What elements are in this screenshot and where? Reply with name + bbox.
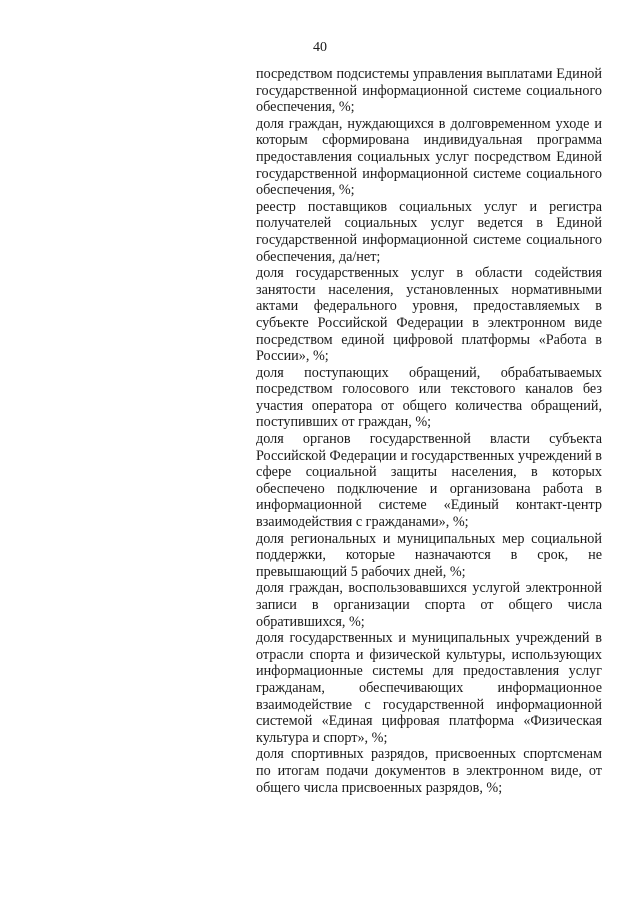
paragraph-contact-center: доля органов государственной власти субъекта Российской Федерации и государственных учреждений в сфере социальной защиты населения, в которых обеспечено подключение и организована работа в информационной системе «Единый контакт-центр взаимодействия с гражданами», %; bbox=[256, 431, 602, 531]
indicator-list bbox=[256, 66, 602, 796]
paragraph-sport-institutions: доля государственных и муниципальных учреждений в отрасли спорта и физической культуры, использующих информационные системы для предоставления услуг гражданам, обеспечивающих информационное взаимодействие с государственной информационной системой «Единая цифровая платформа «Физическая культура и спорт», %; bbox=[256, 630, 602, 746]
paragraph-employment-services: доля государственных услуг в области содействия занятости населения, установленных нормативными актами федерального уровня, предоставляемых в субъекте Российской Федерации в электронном виде посредством единой цифровой платформы «Работа в России», %; bbox=[256, 265, 602, 365]
paragraph-sport-e-registration: доля граждан, воспользовавшихся услугой электронной записи в организации спорта от общего числа обратившихся, %; bbox=[256, 580, 602, 630]
page-number: 40 bbox=[313, 40, 327, 55]
paragraph-providers-registry: реестр поставщиков социальных услуг и регистра получателей социальных услуг ведется в Единой государственной информационной системе социального обеспечения, да/нет; bbox=[256, 198, 602, 265]
paragraph-long-term-care: доля граждан, нуждающихся в долговременном уходе и которым сформирована индивидуальная программа предоставления социальных услуг посредством Единой государственной информационной системе социального обеспечения, %; bbox=[256, 115, 602, 199]
paragraph-voice-text-channels: доля поступающих обращений, обрабатываемых посредством голосового или текстового каналов без участия оператора от общего количества обращений, поступивших от граждан, %; bbox=[256, 364, 602, 431]
paragraph-sport-ranks: доля спортивных разрядов, присвоенных спортсменам по итогам подачи документов в электронном виде, от общего числа присвоенных разрядов, %; bbox=[256, 746, 602, 796]
paragraph-social-support-measures: доля региональных и муниципальных мер социальной поддержки, которые назначаются в срок, не превышающий 5 рабочих дней, %; bbox=[256, 530, 602, 580]
paragraph-subsystem-payments: посредством подсистемы управления выплатами Единой государственной информационной системе социального обеспечения, %; bbox=[256, 66, 602, 116]
